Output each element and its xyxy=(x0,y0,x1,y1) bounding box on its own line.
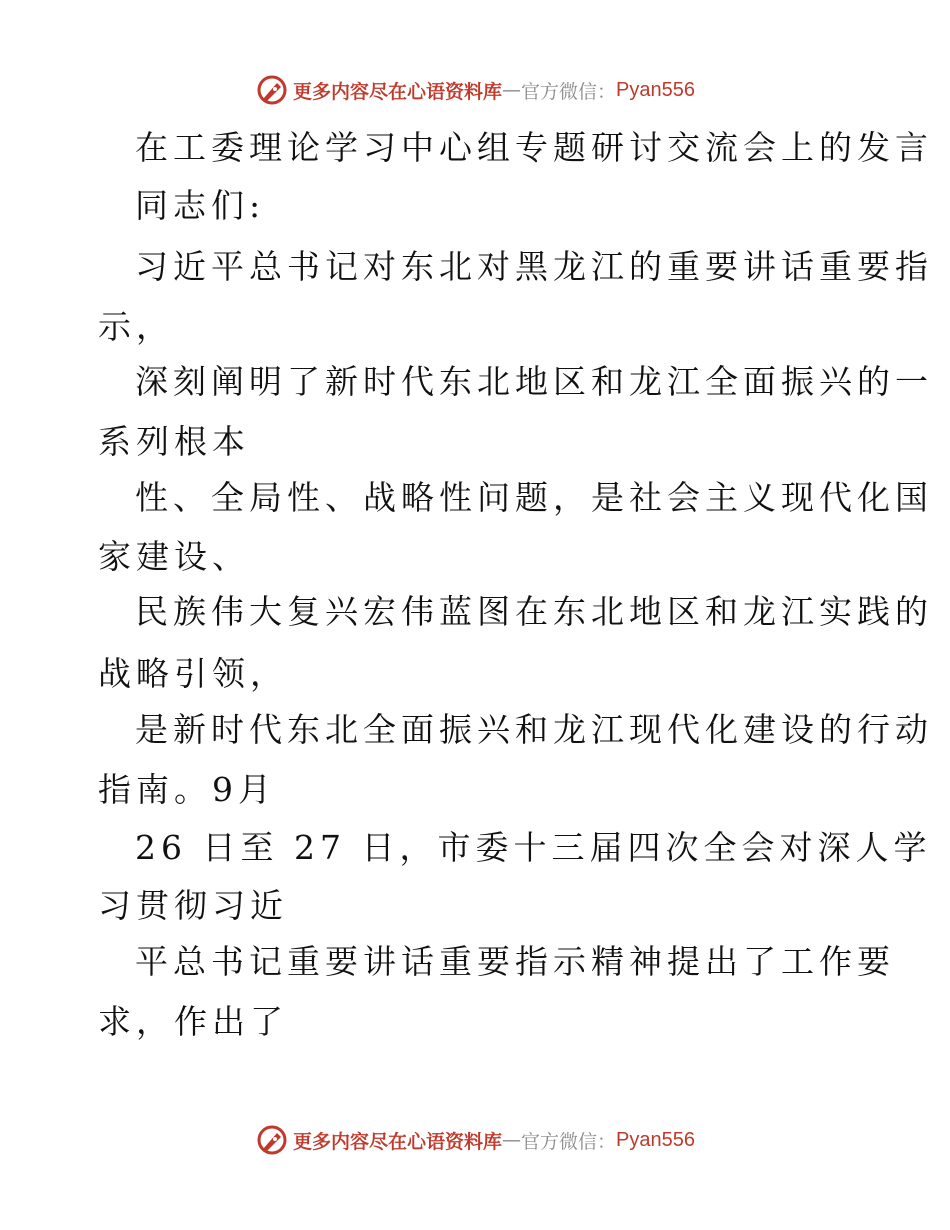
pen-nib-seal-icon xyxy=(255,73,289,107)
paragraph-line: 指南。9月 xyxy=(98,770,276,809)
paragraph-line: 民族伟大复兴宏伟蓝图在东北地区和龙江实践的 xyxy=(135,592,933,631)
paragraph-line: 习近平总书记对东北对黑龙江的重要讲话重要指 xyxy=(135,247,933,286)
banner-dash: — xyxy=(502,1129,522,1151)
footer-banner xyxy=(0,1120,950,1160)
paragraph-line: 系列根本 xyxy=(98,422,250,461)
header-banner xyxy=(0,70,950,110)
paragraph-line: 求，作出了 xyxy=(98,1002,288,1041)
paragraph-line: 战略引领， xyxy=(98,654,288,693)
banner-brand-text: 更多内容尽在心语资料库 xyxy=(293,80,503,103)
paragraph-line: 平总书记重要讲话重要指示精神提出了工作要 xyxy=(135,942,895,981)
paragraph-line: 家建设、 xyxy=(98,537,250,576)
banner-dash: — xyxy=(502,79,522,101)
banner-wechat-id: Pyan556 xyxy=(616,78,695,101)
paragraph-line: 是新时代东北全面振兴和龙江现代化建设的行动 xyxy=(135,710,933,749)
paragraph-line: 深刻阐明了新时代东北地区和龙江全面振兴的一 xyxy=(135,362,933,401)
paragraph-line: 习贯彻习近 xyxy=(98,886,288,925)
pen-nib-seal-icon xyxy=(255,1123,289,1157)
banner-official-label: 官方微信： xyxy=(521,80,617,103)
paragraph-line: 示， xyxy=(98,307,174,346)
banner-wechat-id: Pyan556 xyxy=(616,1128,695,1151)
paragraph-line: 性、全局性、战略性问题，是社会主义现代化国 xyxy=(135,478,933,517)
document-title: 在工委理论学习中心组专题研讨交流会上的发言 xyxy=(135,128,933,167)
banner-brand-text: 更多内容尽在心语资料库 xyxy=(293,1130,503,1153)
banner-official-label: 官方微信： xyxy=(521,1130,617,1153)
paragraph-line: 26 日至 27 日，市委十三届四次全会对深人学 xyxy=(135,828,932,867)
salutation: 同志们: xyxy=(135,186,266,225)
